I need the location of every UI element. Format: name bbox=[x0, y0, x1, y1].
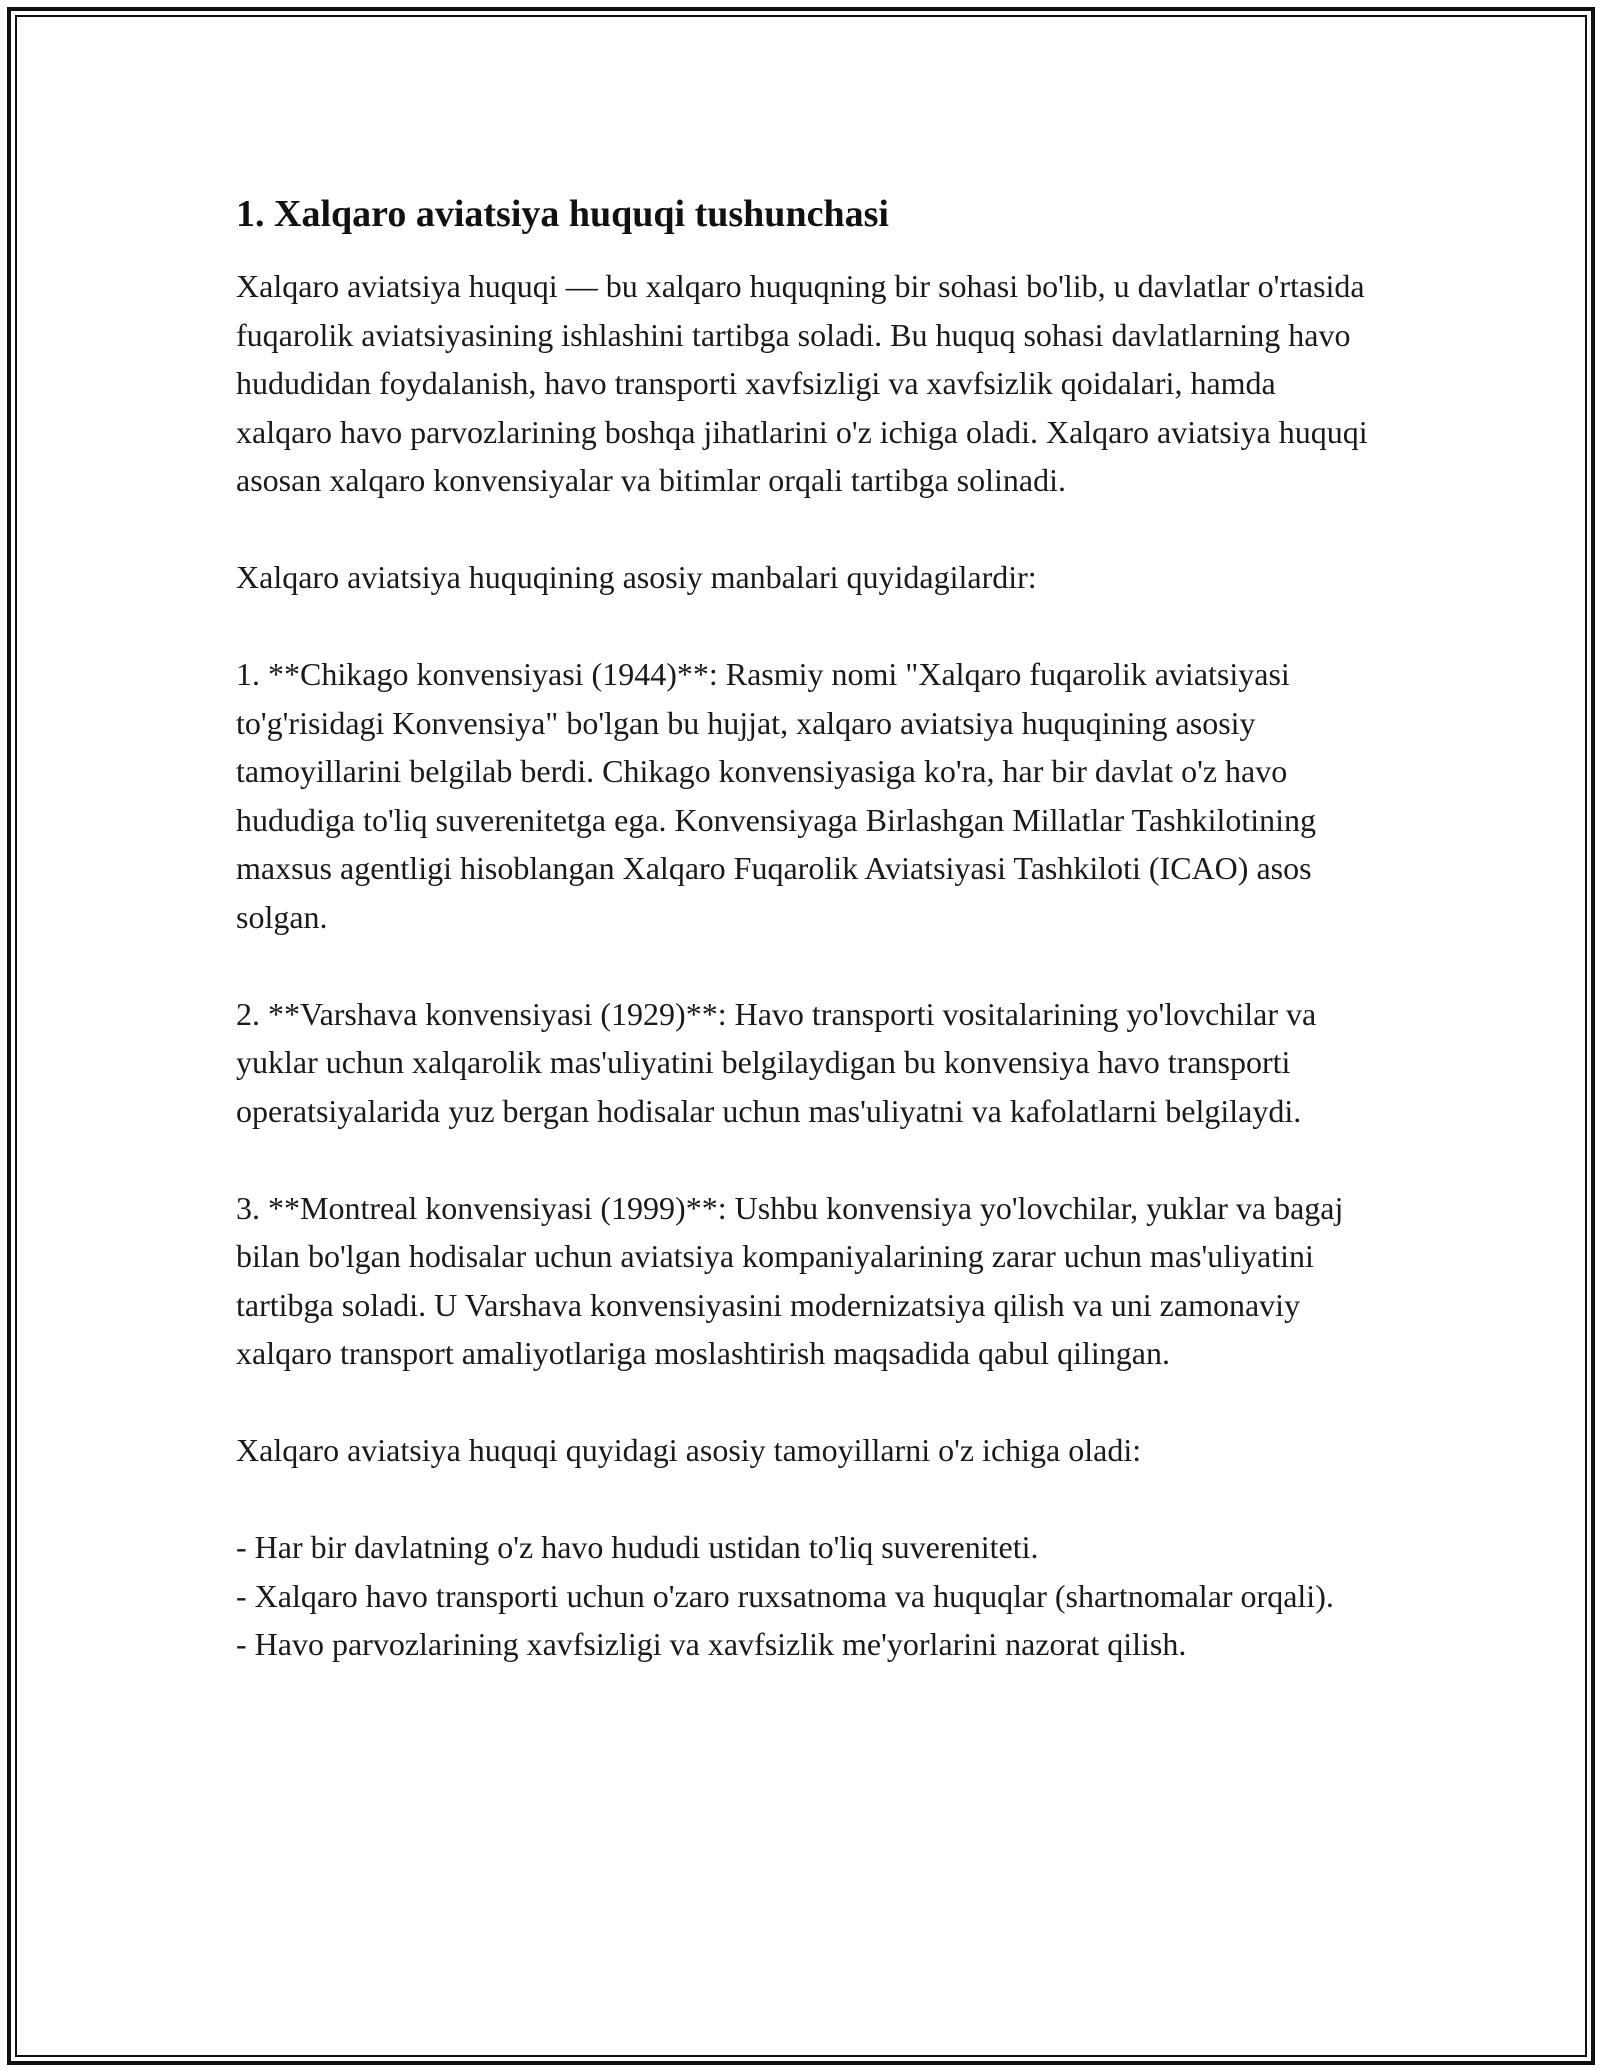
montreal-convention-paragraph: 3. **Montreal konvensiyasi (1999)**: Ushbu konvensiya yo'lovchilar, yuklar va bagaj bilan bo'lgan hodisalar uchun aviatsiya kompaniyalarining zarar uchun mas'uliyatini tartibga soladi. U Varshava konvensiyasini modernizatsiya qilish va uni zamonaviy xalqaro transport amaliyotlariga moslashtirish maqsadida qabul qilingan. bbox=[236, 1189, 1344, 1371]
list-item: - Xalqaro havo transporti uchun o'zaro ruxsatnoma va huquqlar (shartnomalar orqali). bbox=[236, 1577, 1334, 1614]
warsaw-convention-paragraph: 2. **Varshava konvensiyasi (1929)**: Havo transporti vositalarining yo'lovchilar va yuklar uchun xalqarolik mas'uliyatini belgilaydigan bu konvensiya havo transporti operatsiyalarida yuz bergan hodisalar uchun mas'uliyatni va kafolatlarni belgilaydi. bbox=[236, 995, 1317, 1129]
list-item: - Har bir davlatning o'z havo hududi ustidan to'liq suvereniteti. bbox=[236, 1529, 1039, 1565]
section-heading: 1. Xalqaro aviatsiya huquqi tushunchasi bbox=[236, 193, 889, 235]
principles-intro-paragraph: Xalqaro aviatsiya huquqi quyidagi asosiy tamoyillarni o'z ichiga oladi: bbox=[236, 1432, 1142, 1468]
list-item: - Havo parvozlarining xavfsizligi va xavfsizlik me'yorlarini nazorat qilish. bbox=[236, 1626, 1187, 1662]
chicago-convention-paragraph: 1. **Chikago konvensiyasi (1944)**: Rasmiy nomi "Xalqaro fuqarolik aviatsiyasi to'g'risidagi Konvensiya" bo'lgan bu hujjat, xalqaro aviatsiya huquqining asosiy tamoyillarini belgilab berdi. Chikago konvensiyasiga ko'ra, har bir davlat o'z havo hududiga to'liq suverenitetga ega. Konvensiyaga Birlashgan Millatlar Tashkilotining maxsus agentligi hisoblangan Xalqaro Fuqarolik Aviatsiyasi Tashkiloti (ICAO) asos solgan. bbox=[236, 656, 1317, 935]
document-body bbox=[236, 186, 1376, 1669]
sources-intro-paragraph: Xalqaro aviatsiya huquqining asosiy manbalari quyidagilardir: bbox=[236, 559, 1037, 595]
principles-list bbox=[236, 1523, 1376, 1669]
intro-paragraph: Xalqaro aviatsiya huquqi — bu xalqaro huquqning bir sohasi bo'lib, u davlatlar o'rtasida fuqarolik aviatsiyasining ishlashini tartibga soladi. Bu huquq sohasi davlatlarning havo hududidan foydalanish, havo transporti xavfsizligi va xavfsizlik qoidalari, hamda xalqaro havo parvozlarining boshqa jihatlarini o'z ichiga oladi. Xalqaro aviatsiya huquqi asosan xalqaro konvensiyalar va bitimlar orqali tartibga solinadi. bbox=[236, 268, 1368, 498]
